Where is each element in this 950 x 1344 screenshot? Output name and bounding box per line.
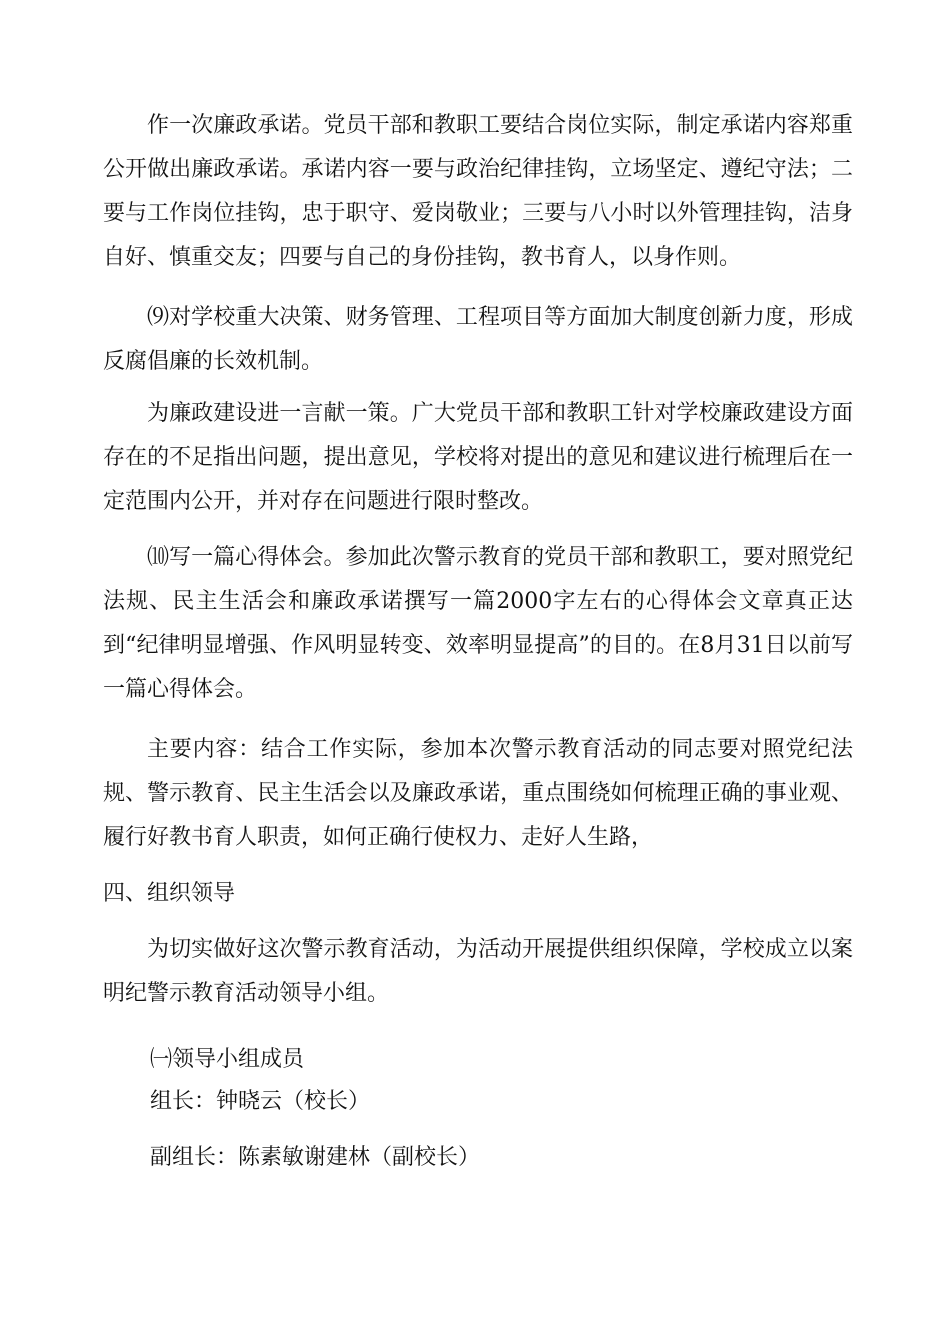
paragraph-main-content: 主要内容：结合工作实际，参加本次警示教育活动的同志要对照党纪法规、警示教育、民主生活会以及廉政承诺，重点围绕如何梳理正确的事业观、履行好教书育人职责，如何正确行使权力、走好人生路， — [103, 737, 853, 850]
paragraph-suggestions: 为廉政建设进一言献一策。广大党员干部和教职工针对学校廉政建设方面存在的不足指出问题，提出意见，学校将对提出的意见和建议进行梳理后在一定范围内公开，并对存在问题进行限时整改。 — [103, 401, 853, 514]
paragraph-item-9: ⑼对学校重大决策、财务管理、工程项目等方面加大制度创新力度，形成反腐倡廉的长效机制。 — [103, 305, 853, 374]
subheading-group-members: ㈠领导小组成员 — [150, 1047, 305, 1072]
paragraph-organization: 为切实做好这次警示教育活动，为活动开展提供组织保障，学校成立以案明纪警示教育活动领导小组。 — [103, 937, 853, 1006]
deputy-leader-line: 副组长：陈素敏谢建林（副校长） — [150, 1145, 481, 1170]
section-heading-organization: 四、组织领导 — [103, 881, 236, 906]
paragraph-integrity-pledge: 作一次廉政承诺。党员干部和教职工要结合岗位实际，制定承诺内容郑重公开做出廉政承诺。承诺内容一要与政治纪律挂钩，立场坚定、遵纪守法；二要与工作岗位挂钩，忠于职守、爱岗敬业；三要与八小时以外管理挂钩，洁身自好、慎重交友；四要与自己的身份挂钩，教书育人，以身作则。 — [103, 113, 853, 270]
paragraph-item-10: ⑽写一篇心得体会。参加此次警示教育的党员干部和教职工，要对照党纪法规、民主生活会和廉政承诺撰写一篇2000字左右的心得体会文章真正达到“纪律明显增强、作风明显转变、效率明显提高”的目的。在8月31日以前写一篇心得体会。 — [103, 545, 853, 702]
group-leader-line: 组长：钟晓云（校长） — [150, 1089, 371, 1114]
